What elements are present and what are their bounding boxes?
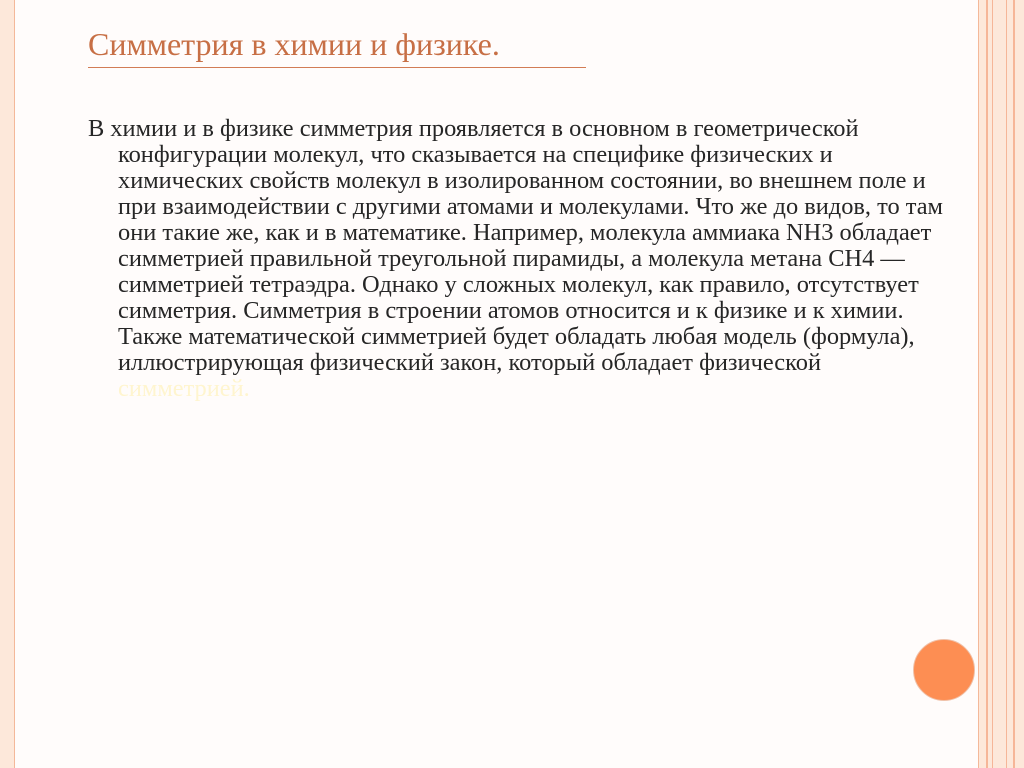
decor-stripe xyxy=(1006,0,1007,768)
decor-stripe xyxy=(992,0,993,768)
faded-word: симметрией. xyxy=(118,374,250,402)
body-paragraph-text: В химии и в физике симметрия проявляется в основном в геометрической конфигурации молекул, что сказывается на специфике физических и химических свойств молекул в изолированном состоянии, во внешнем поле и при взаимодействии с другими атомами и молекулами. Что же до видов, то там они такие же, как и в математике. Например, молекула аммиака NH3 обладает симметрией правильной треугольной пирамиды, а молекула метана CH4 — симметрией тетраэдра. Однако у сложных молекул, как правило, отсутствует симметрия. Симметрия в строении атомов относится и к физике и к химии. Также математической симметрией будет обладать любая модель (формула), иллюстрирующая физический закон, который обладает физической xyxy=(88,115,943,376)
slide-title: Симметрия в химии и физике. xyxy=(88,26,500,62)
decor-stripe xyxy=(1013,0,1015,768)
title-underline xyxy=(88,67,586,68)
decor-stripe xyxy=(986,0,988,768)
body-paragraph xyxy=(88,116,948,401)
orange-circle-decoration xyxy=(913,639,975,701)
